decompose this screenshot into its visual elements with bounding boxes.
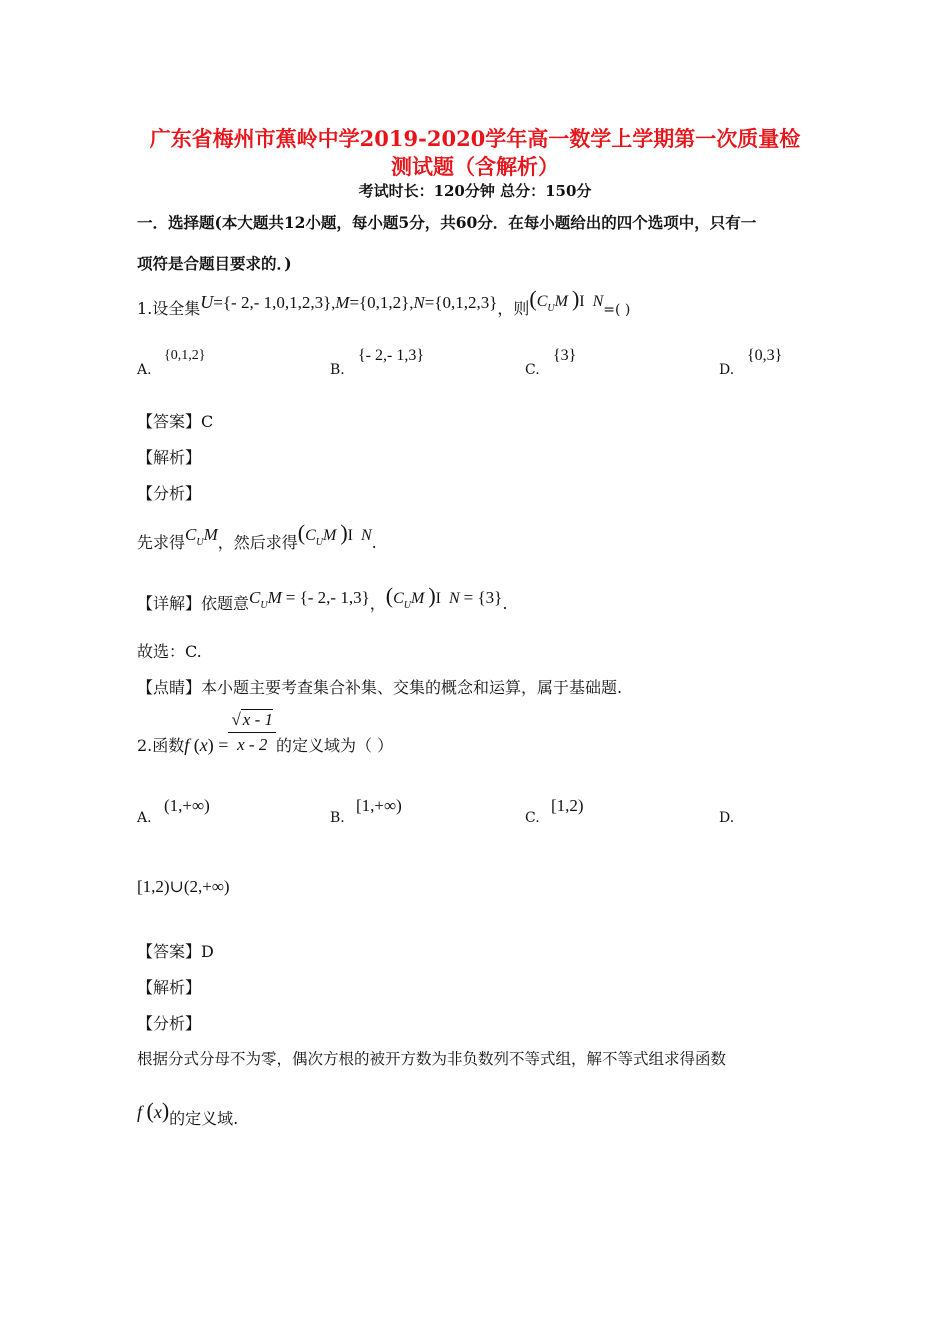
q1-detail-value-2: = {3} <box>463 588 503 607</box>
section-heading-line2: 项符是合题目要求的．) <box>137 254 292 273</box>
q1-jiexi-label: 【解析】 <box>137 448 202 467</box>
q1-analysis: 先求得$C_UM$，然后求得($C_UM$ )I N. <box>137 520 377 552</box>
q1-detail-value-1: = {- 2,- 1,3} <box>285 588 370 607</box>
q1-set-u: ={- 2,- 1,0,1,2,3} <box>213 293 332 312</box>
q1-option-c-value: {3} <box>553 347 577 364</box>
q1-end: =( ) <box>603 302 631 318</box>
q1-option-d-label: D. <box>719 362 735 378</box>
q1-detail: 【详解】依题意$C_UM$ = {- 2,- 1,3}，($C_UM$ )I N = {3}. <box>137 583 508 613</box>
q1-set-n: ={0,1,2,3} <box>424 293 498 312</box>
q1-option-d-value: {0,3} <box>747 347 783 364</box>
q1-fenxi-label: 【分析】 <box>137 484 202 503</box>
q2-option-b-label: B. <box>330 810 345 826</box>
q1-detail-label: 【详解】依题意 <box>137 594 250 613</box>
q2-analysis-end: f (x)的定义域. <box>137 1098 239 1128</box>
q2-fraction: $\frac{√ x - 1}{x - 2}$ <box>228 710 276 755</box>
q2-prefix: 2.函数 <box>137 736 185 755</box>
q1-comment: 【点睛】本小题主要考查集合补集、交集的概念和运算，属于基础题. <box>137 678 623 697</box>
q1-option-b-label: B. <box>330 362 345 378</box>
q1-prefix: 1.设全集 <box>137 299 201 318</box>
q2-suffix: 的定义域为（ ） <box>276 736 394 755</box>
q2-analysis: 根据分式分母不为零，偶次方根的被开方数为非负数列不等式组，解不等式组求得函数 <box>137 1050 727 1068</box>
document-title-line2: 测试题（含解析） <box>391 154 559 179</box>
q1-option-c-label: C. <box>525 362 540 378</box>
document-title-line1: 广东省梅州市蕉岭中学2019-2020学年高一数学上学期第一次质量检 <box>149 126 801 151</box>
q1-analysis-text-b: ，然后求得 <box>217 533 298 552</box>
q2-analysis-end-text: 的定义域. <box>169 1109 239 1128</box>
q2-option-c-value: [1,2) <box>551 796 584 815</box>
q2-fenxi-label: 【分析】 <box>137 1014 202 1033</box>
q1-set-m: ={0,1,2} <box>349 293 410 312</box>
q2-option-b-value: [1,+∞) <box>356 796 402 815</box>
section-heading-line1: 一．选择题(本大题共12小题，每小题5分，共60分．在每小题给出的四个选项中，只有一 <box>137 213 757 232</box>
question-2-stem: 2.函数f (x) = $\frac{√ x - 1}{x - 2}$ 的定义域为（ ） <box>137 710 394 755</box>
q1-option-a-label: A. <box>137 362 152 378</box>
q2-option-d-label: D. <box>719 810 735 826</box>
q2-jiexi-label: 【解析】 <box>137 978 202 997</box>
question-1-stem: 1.设全集U={- 2,- 1,0,1,2,3},M={0,1,2},N={0,1,2,3}，则($C_UM$ )I N=( ) <box>137 286 631 318</box>
q2-numerator: x - 1 <box>242 710 274 729</box>
q1-conclusion: 故选：C. <box>137 642 202 661</box>
q2-option-a-value: (1,+∞) <box>164 796 210 815</box>
q2-option-c-label: C. <box>525 810 540 826</box>
q1-answer: 【答案】C <box>137 412 214 431</box>
q1-then: ，则 <box>497 299 530 318</box>
q1-option-a-value: {0,1,2} <box>164 348 206 363</box>
q1-analysis-text-a: 先求得 <box>137 533 186 552</box>
q2-option-a-label: A. <box>137 810 152 826</box>
q2-answer: 【答案】D <box>137 942 214 961</box>
q2-denominator: x - 2 <box>237 735 268 754</box>
exam-info: 考试时长：120分钟 总分：150分 <box>358 182 592 200</box>
q2-option-d-value: [1,2)∪(2,+∞) <box>137 877 230 896</box>
q1-option-b-value: {- 2,- 1,3} <box>358 347 425 364</box>
